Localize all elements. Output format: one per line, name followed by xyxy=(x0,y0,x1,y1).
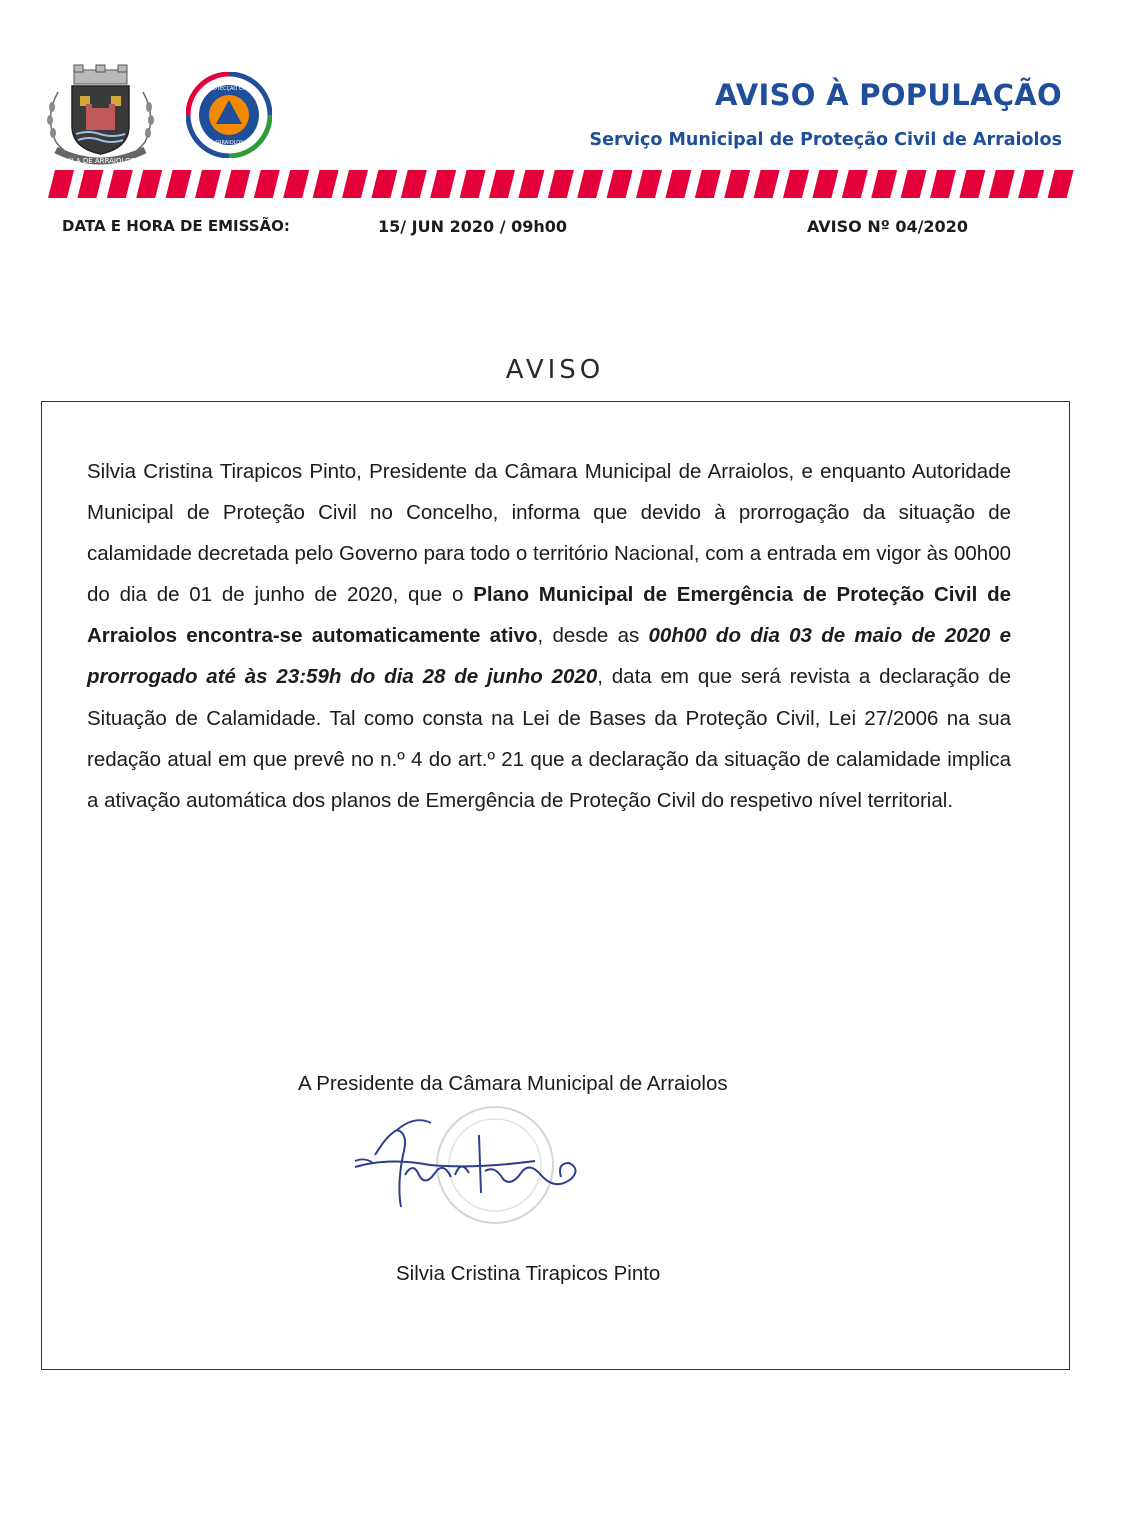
warning-stripe-band xyxy=(48,170,1078,198)
emission-label: DATA E HORA DE EMISSÃO: xyxy=(62,217,290,235)
stripe-segment xyxy=(77,170,103,198)
notice-text-3: , data em que será revista a declaração de Situação de Calamidade. Tal como consta na Lei de Bases da Proteção Civil, Lei 27/2006 na sua redação atual em que prevê no n.º 4 do art.º 21 que a declaração da situação de calamidade implica a ativação automática dos planos de Emergência de Proteção Civil do respetivo nível territorial. xyxy=(87,665,1012,812)
stripe-segment xyxy=(48,170,74,198)
stripe-segment xyxy=(195,170,221,198)
stripe-segment xyxy=(371,170,397,198)
stripe-segment xyxy=(1018,170,1044,198)
notice-activation-period: 00h00 do dia 03 de maio de 2020 e prorrogado até às 23:59h do dia 28 de junho 2020 xyxy=(87,624,1011,689)
signatory-name: Silvia Cristina Tirapicos Pinto xyxy=(396,1262,661,1285)
coat-of-arms-logo xyxy=(38,62,163,167)
stripe-segment xyxy=(871,170,897,198)
stripe-segment xyxy=(401,170,427,198)
handwritten-signature xyxy=(335,1095,605,1225)
stripe-segment xyxy=(489,170,515,198)
stripe-segment xyxy=(695,170,721,198)
page-title: AVISO À POPULAÇÃO xyxy=(715,78,1062,112)
emission-datetime: 15/ JUN 2020 / 09h00 xyxy=(378,217,568,236)
stripe-segment xyxy=(313,170,339,198)
civil-protection-logo xyxy=(186,72,272,158)
stripe-segment xyxy=(842,170,868,198)
svg-text:VILA DE ARRAIOLOS: VILA DE ARRAIOLOS xyxy=(64,157,136,165)
stripe-segment xyxy=(607,170,633,198)
stripe-segment xyxy=(224,170,250,198)
stripe-segment xyxy=(107,170,133,198)
notice-body xyxy=(87,451,1011,821)
stripe-segment xyxy=(1048,170,1074,198)
stripe-segment xyxy=(342,170,368,198)
stripe-segment xyxy=(460,170,486,198)
stripe-segment xyxy=(989,170,1015,198)
page-subtitle: Serviço Municipal de Proteção Civil de Arraiolos xyxy=(589,130,1062,150)
stripe-segment xyxy=(136,170,162,198)
notice-text-2: , desde as xyxy=(537,624,649,648)
stripe-segment xyxy=(901,170,927,198)
stripe-segment xyxy=(930,170,956,198)
stripe-segment xyxy=(783,170,809,198)
stripe-segment xyxy=(665,170,691,198)
stripe-segment xyxy=(283,170,309,198)
notice-number: AVISO Nº 04/2020 xyxy=(807,217,968,236)
stripe-segment xyxy=(724,170,750,198)
stripe-segment xyxy=(548,170,574,198)
notice-text-1: Silvia Cristina Tirapicos Pinto, Presidente da Câmara Municipal de Arraiolos, e enquanto Autoridade Municipal de Proteção Civil no Concelho, informa que devido à prorrogação da situação de calamidade decretada pelo Governo para todo o território Nacional, com a entrada em vigor às 00h00 do dia de 01 de junho de 2020, que o xyxy=(87,460,1011,607)
svg-text:PROTECÇÃO CIVIL: PROTECÇÃO CIVIL xyxy=(206,86,252,92)
stripe-segment xyxy=(636,170,662,198)
stripe-segment xyxy=(254,170,280,198)
stripe-segment xyxy=(166,170,192,198)
stripe-segment xyxy=(959,170,985,198)
stripe-segment xyxy=(812,170,838,198)
stripe-segment xyxy=(754,170,780,198)
stripe-segment xyxy=(518,170,544,198)
notice-plan-activation: Plano Municipal de Emergência de Proteção Civil de Arraiolos encontra-se automaticamente ativo xyxy=(87,583,1011,648)
signatory-role: A Presidente da Câmara Municipal de Arraiolos xyxy=(298,1072,728,1095)
svg-text:ARRAIOLOS: ARRAIOLOS xyxy=(214,140,244,146)
stripe-segment xyxy=(430,170,456,198)
notice-heading: AVISO xyxy=(505,355,605,385)
stripe-segment xyxy=(577,170,603,198)
